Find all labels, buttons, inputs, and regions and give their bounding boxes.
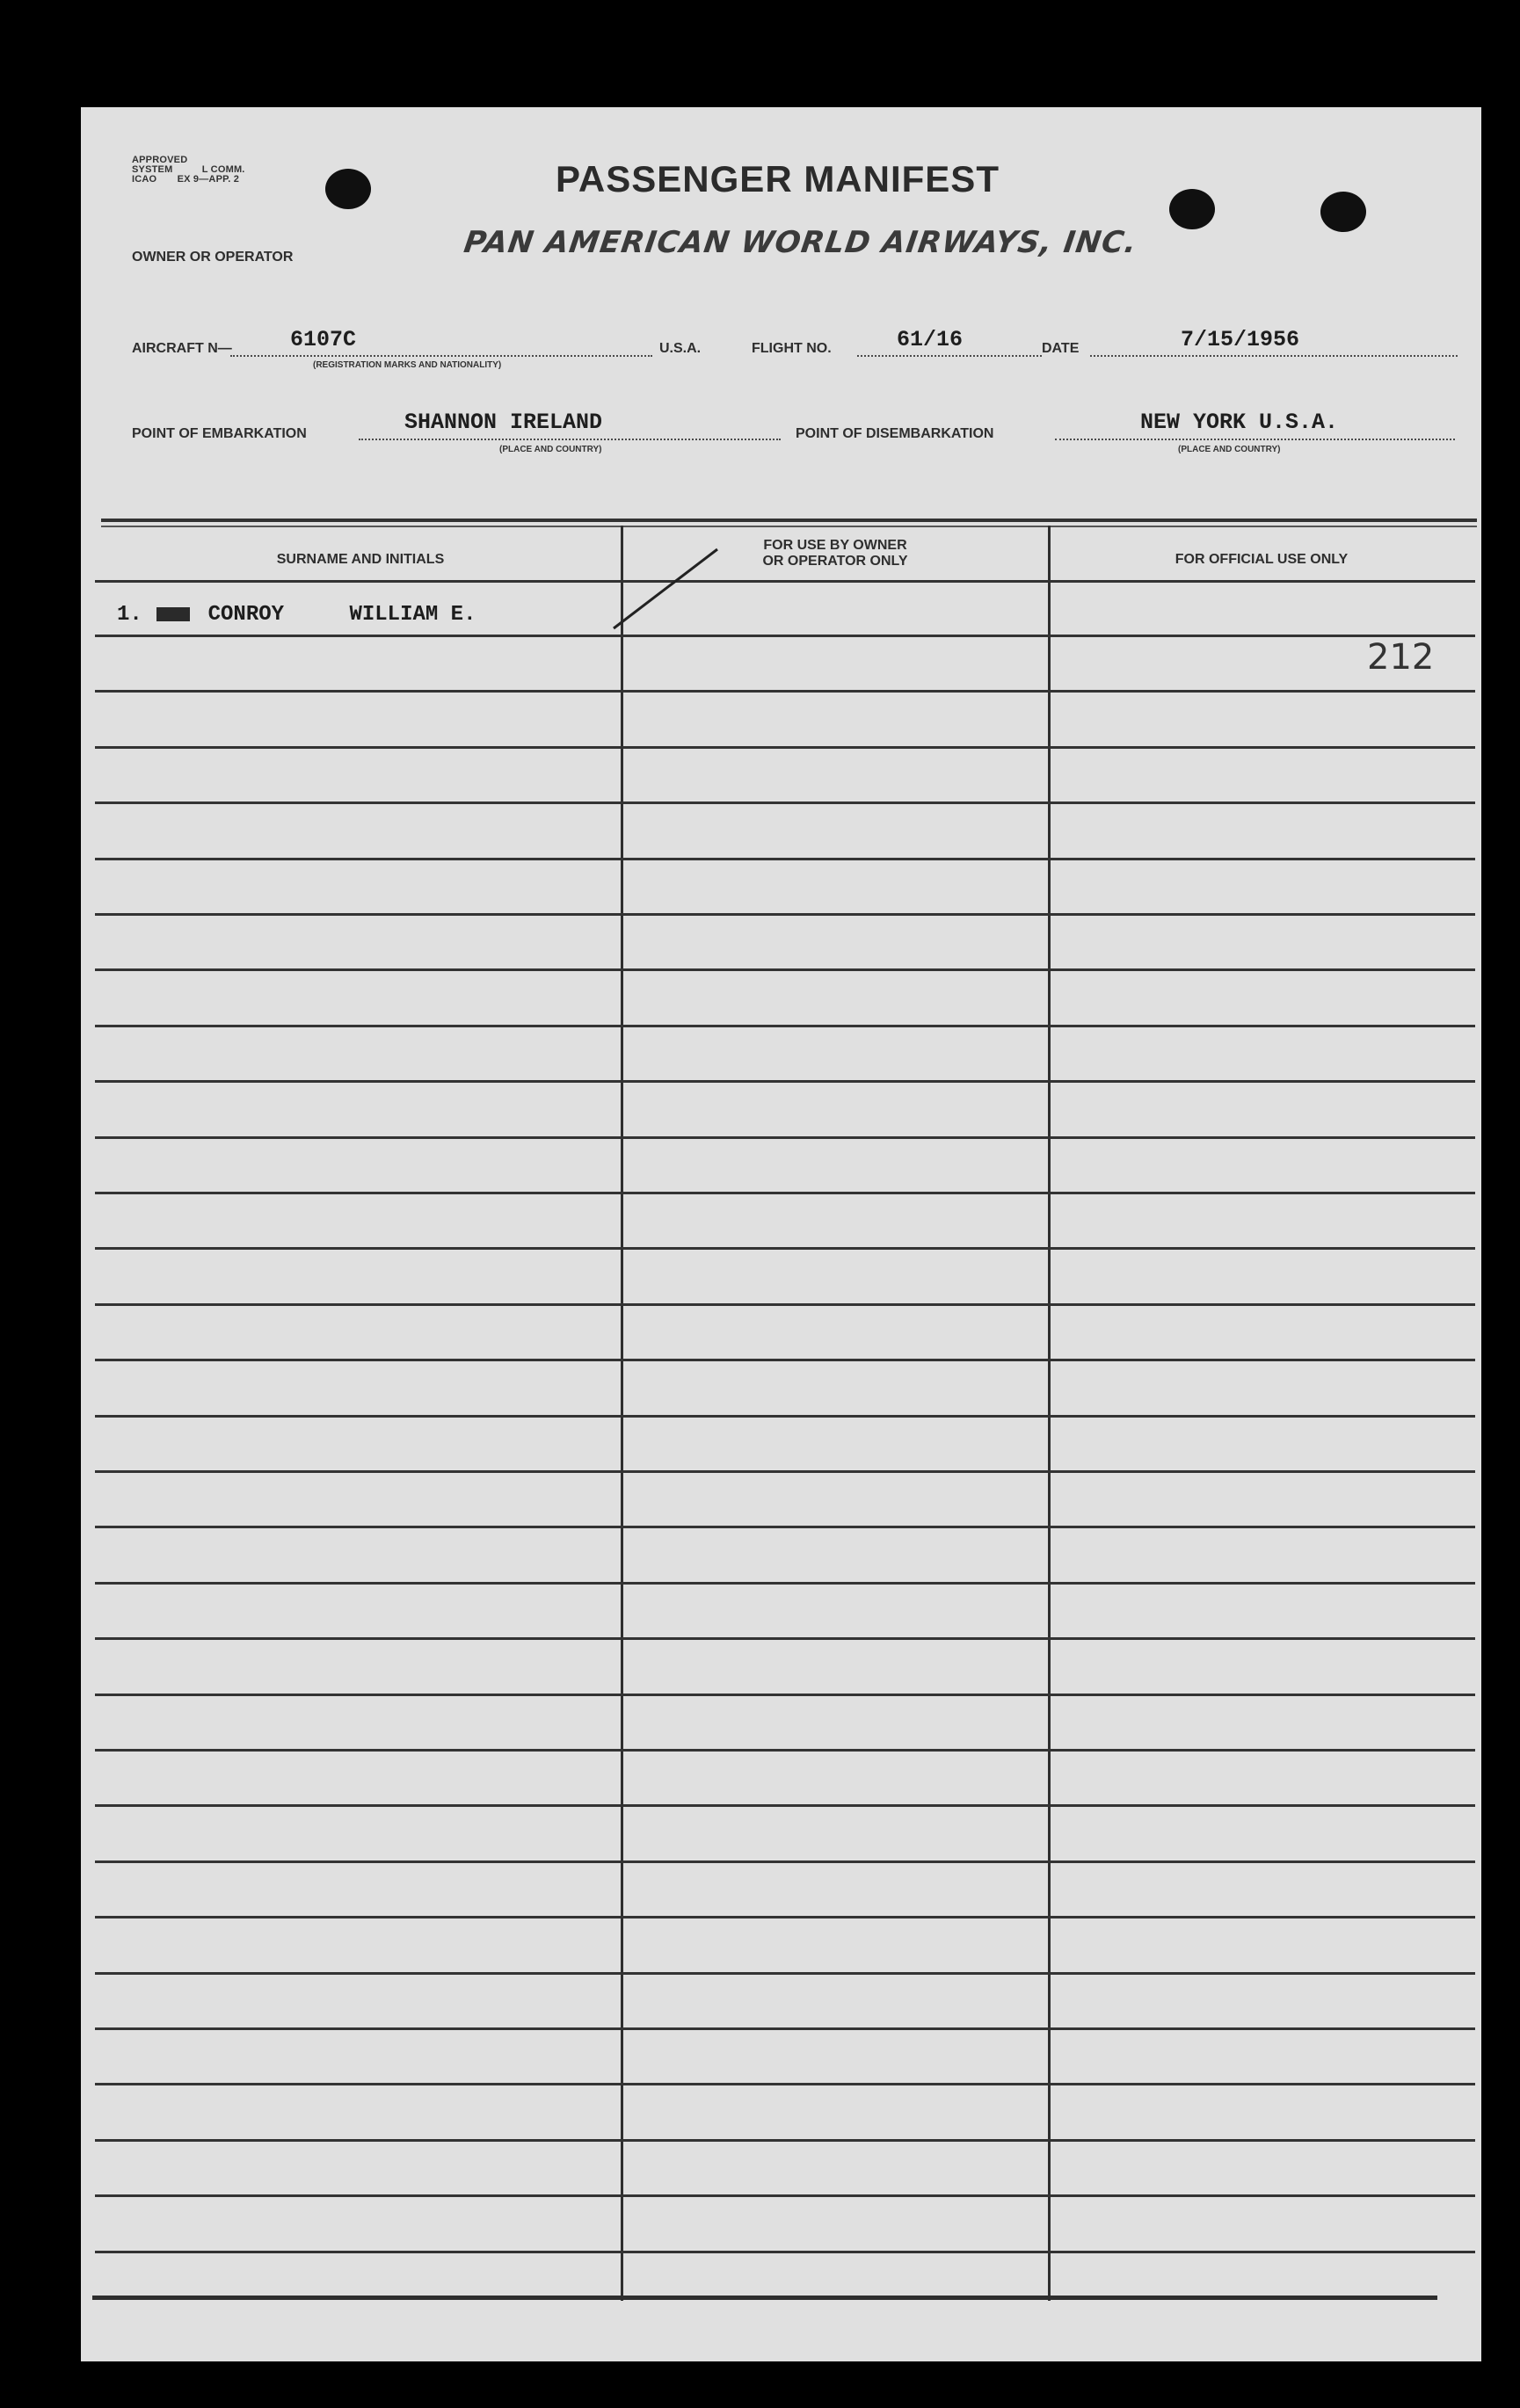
table-row-line xyxy=(95,968,1475,971)
table-row-line xyxy=(95,2027,1475,2030)
column-divider-2 xyxy=(1048,526,1051,2301)
operator-name: PAN AMERICAN WORLD AIRWAYS, INC. xyxy=(462,225,1139,260)
disembarkation-label: POINT OF DISEMBARKATION xyxy=(796,426,994,441)
tick-mark xyxy=(610,545,724,633)
disembarkation-caption: (PLACE AND COUNTRY) xyxy=(1178,445,1281,454)
table-row-line xyxy=(95,2083,1475,2085)
table-row-line xyxy=(95,1025,1475,1027)
owner-operator-label: OWNER OR OPERATOR xyxy=(132,250,294,265)
registration-caption: (REGISTRATION MARKS AND NATIONALITY) xyxy=(313,360,502,370)
table-row-line xyxy=(95,635,1475,637)
table-row-line xyxy=(95,1470,1475,1473)
table-bottom-border xyxy=(92,2296,1437,2300)
list-item xyxy=(117,603,476,627)
official-number: 212 xyxy=(1367,637,1435,678)
table-row-line xyxy=(95,913,1475,916)
table-row-line xyxy=(95,690,1475,693)
embarkation-caption: (PLACE AND COUNTRY) xyxy=(499,445,602,454)
entry-surname: CONROY xyxy=(207,603,285,627)
col-header-owner-use: FOR USE BY OWNER OR OPERATOR ONLY xyxy=(762,538,908,569)
disembarkation-underline xyxy=(1055,439,1455,440)
table-row-line xyxy=(95,1526,1475,1528)
col-header-official-use: FOR OFFICIAL USE ONLY xyxy=(1175,552,1349,567)
date-value: 7/15/1956 xyxy=(1181,327,1300,352)
table-row-line xyxy=(95,1916,1475,1918)
disembarkation-value: NEW YORK U.S.A. xyxy=(1140,410,1339,435)
table-row-line xyxy=(95,1303,1475,1306)
table-top-border-inner xyxy=(101,526,1477,527)
form-title: PASSENGER MANIFEST xyxy=(556,158,1000,199)
column-divider-1 xyxy=(621,526,623,2301)
table-row-line xyxy=(95,2251,1475,2253)
table-row-line xyxy=(95,2194,1475,2197)
embarkation-underline xyxy=(359,439,781,440)
approval-stamp: APPROVED SYSTEM L COMM. ICAO EX 9—APP. 2 xyxy=(132,155,245,185)
table-row-line xyxy=(95,746,1475,749)
table-row-line xyxy=(95,1749,1475,1752)
aircraft-value: 6107C xyxy=(290,327,357,352)
country-label: U.S.A. xyxy=(659,341,702,356)
table-row-line xyxy=(95,1359,1475,1361)
table-row-line xyxy=(95,1860,1475,1863)
entry-redacted-mark xyxy=(156,607,190,621)
table-row-line xyxy=(95,801,1475,804)
flight-label: FLIGHT NO. xyxy=(752,341,832,356)
table-row-line xyxy=(95,1247,1475,1250)
table-row-line xyxy=(95,1804,1475,1807)
aircraft-label: AIRCRAFT N— xyxy=(132,341,232,356)
embarkation-value: SHANNON IRELAND xyxy=(404,410,603,435)
flight-value: 61/16 xyxy=(897,327,964,352)
table-row-line xyxy=(95,1694,1475,1696)
embarkation-label: POINT OF EMBARKATION xyxy=(132,426,307,441)
table-row-line xyxy=(95,1136,1475,1139)
table-row-line xyxy=(95,1637,1475,1640)
entry-number: 1. xyxy=(117,603,142,627)
table-row-line xyxy=(95,1415,1475,1418)
flight-underline xyxy=(857,355,1042,357)
table-row-line xyxy=(95,580,1475,583)
table-top-border xyxy=(101,519,1477,522)
entry-given-name: WILLIAM E. xyxy=(349,603,476,627)
date-label: DATE xyxy=(1042,341,1080,356)
aircraft-underline xyxy=(230,355,652,357)
date-underline xyxy=(1090,355,1458,357)
table-row-line xyxy=(95,1192,1475,1194)
col-header-surname: SURNAME AND INITIALS xyxy=(276,552,445,567)
table-row-line xyxy=(95,1582,1475,1585)
table-row-line xyxy=(95,1080,1475,1083)
table-row-line xyxy=(95,858,1475,860)
table-row-line xyxy=(95,2139,1475,2142)
table-row-line xyxy=(95,1972,1475,1975)
